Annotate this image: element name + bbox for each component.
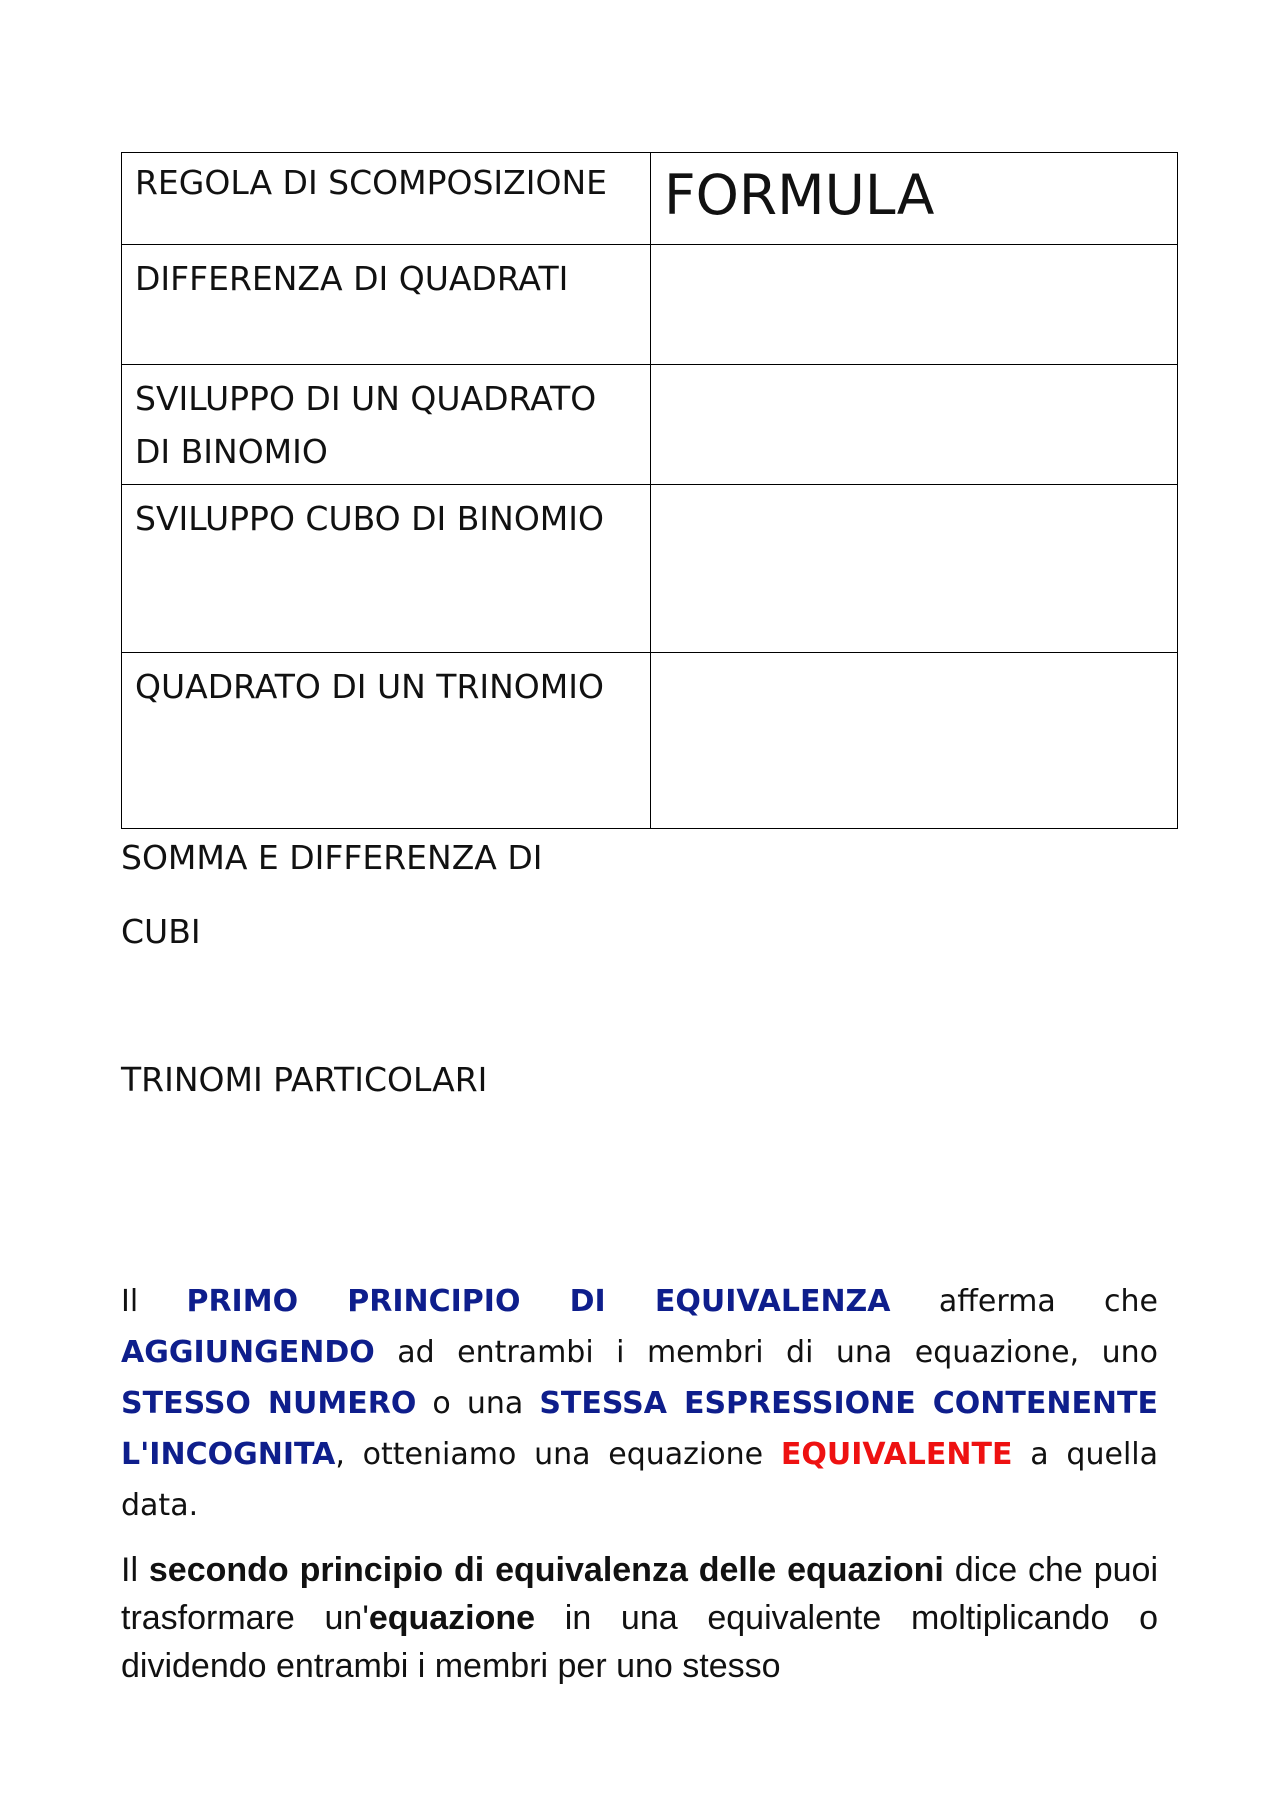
trinomi-particolari: TRINOMI PARTICOLARI (121, 1060, 488, 1099)
equivalente-term: EQUIVALENTE (780, 1437, 1013, 1472)
text-run: Il (121, 1284, 187, 1319)
header-formula: FORMULA (651, 153, 1178, 245)
text-run: , otteniamo una equazione (335, 1437, 781, 1472)
primo-principio-paragraph (121, 1276, 1158, 1531)
bold-term: secondo principio di equivalenza delle equazioni (148, 1551, 944, 1589)
somma-differenza-line1: SOMMA E DIFFERENZA DI (121, 838, 543, 877)
bold-term: equazione (368, 1599, 536, 1637)
text-run: ad entrambi i membri di una equazione, uno (374, 1335, 1158, 1370)
rule-cell: DIFFERENZA DI QUADRATI (122, 245, 651, 365)
table-row (122, 245, 1178, 365)
text-run: Il (121, 1551, 149, 1589)
text-run: o una (416, 1386, 540, 1421)
text-run: a quella data. (121, 1437, 1159, 1523)
formula-cell (651, 365, 1178, 485)
formula-cell (651, 653, 1178, 829)
highlight-term: PRIMO PRINCIPIO DI EQUIVALENZA (186, 1284, 891, 1319)
highlight-term: STESSO NUMERO (121, 1386, 417, 1421)
text-run: in una equivalente moltiplicando o dividendo entrambi i membri per uno stesso (121, 1599, 1159, 1685)
rule-cell: SVILUPPO CUBO DI BINOMIO (122, 485, 651, 653)
formula-cell (651, 245, 1178, 365)
header-rule: REGOLA DI SCOMPOSIZIONE (122, 153, 651, 245)
text-run: afferma che (890, 1284, 1158, 1319)
table-row (122, 485, 1178, 653)
text-run: dice che puoi trasformare un' (121, 1551, 1159, 1637)
table-header-row (122, 153, 1178, 245)
somma-differenza-line2: CUBI (121, 912, 201, 951)
table-row (122, 653, 1178, 829)
highlight-term: STESSA ESPRESSIONE CONTENENTE L'INCOGNITA (121, 1386, 1158, 1472)
highlight-term: AGGIUNGENDO (121, 1335, 375, 1370)
rule-cell: SVILUPPO DI UN QUADRATO DI BINOMIO (122, 365, 651, 485)
factorization-rules-table (121, 152, 1178, 829)
table-row (122, 365, 1178, 485)
secondo-principio-paragraph (121, 1546, 1158, 1690)
rule-cell: QUADRATO DI UN TRINOMIO (122, 653, 651, 829)
formula-cell (651, 485, 1178, 653)
